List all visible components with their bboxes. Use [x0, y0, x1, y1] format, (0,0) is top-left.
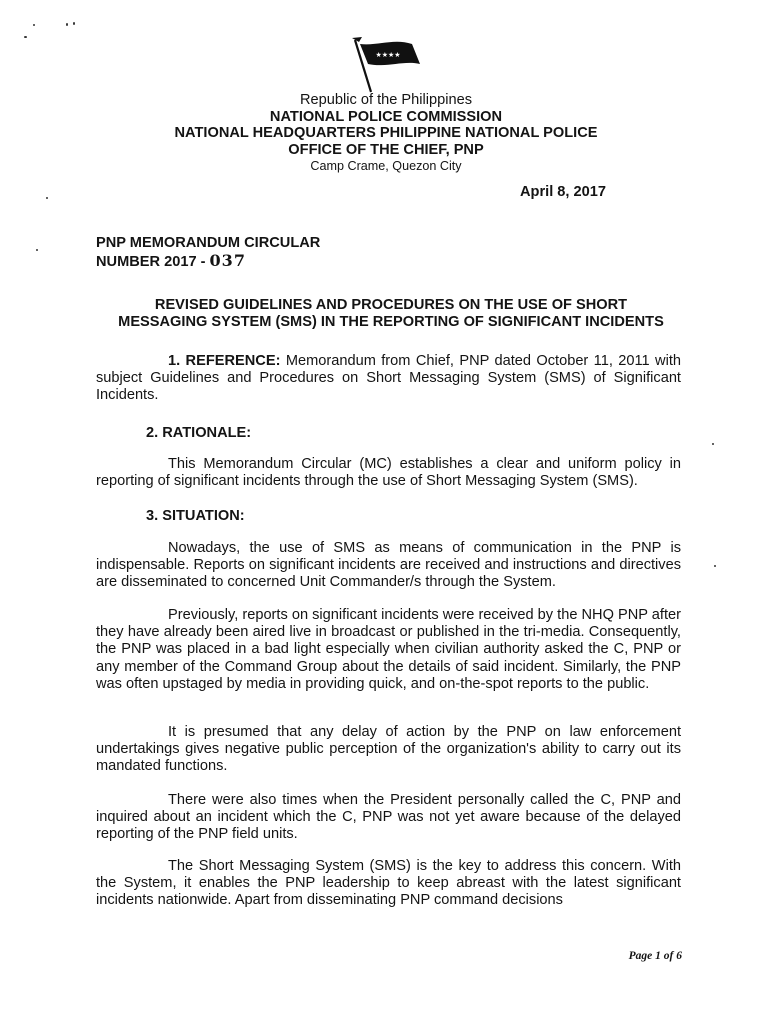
- letterhead-country: Republic of the Philippines: [300, 92, 472, 108]
- document-date: April 8, 2017: [520, 184, 606, 200]
- scan-speck: [33, 24, 35, 26]
- circular-number-block: [96, 235, 320, 271]
- title-line-1: REVISED GUIDELINES AND PROCEDURES ON THE USE OF SHORT: [154, 297, 628, 313]
- letterhead-headquarters: NATIONAL HEADQUARTERS PHILIPPINE NATIONAL POLICE: [174, 125, 598, 141]
- situation-paragraph-1: Nowadays, the use of SMS as means of communication in the PNP is indispensable. Reports on significant incidents are received and instructions and directives are disseminated to concerned Unit Commander/s through the System.: [96, 540, 681, 591]
- circular-number-prefix: NUMBER 2017 -: [96, 254, 206, 270]
- rationale-heading: 2. RATIONALE:: [146, 425, 252, 441]
- scan-speck: [66, 23, 68, 26]
- scan-speck: [73, 22, 75, 25]
- scan-speck: [46, 197, 48, 199]
- title-line-2: MESSAGING SYSTEM (SMS) IN THE REPORTING OF SIGNIFICANT INCIDENTS: [118, 314, 664, 330]
- situation-paragraph-3: It is presumed that any delay of action by the PNP on law enforcement undertakings gives negative public perception of the organization's ability to carry out its mandated functions.: [96, 724, 681, 775]
- letterhead-commission: NATIONAL POLICE COMMISSION: [269, 108, 503, 125]
- page-number: Page 1 of 6: [628, 950, 682, 962]
- scan-speck: [24, 36, 27, 38]
- document-title: [96, 297, 686, 331]
- scan-speck: [36, 249, 38, 251]
- reference-text: Memorandum from Chief, PNP dated October 11, 2011 with subject Guidelines and Procedures on Short Messaging System (SMS) of Significant Incidents.: [96, 353, 682, 404]
- reference-heading: 1. REFERENCE:: [168, 353, 281, 369]
- scan-speck: [712, 443, 714, 445]
- rationale-paragraph: This Memorandum Circular (MC) establishes a clear and uniform policy in reporting of significant incidents through the use of Short Messaging System (SMS).: [96, 456, 681, 490]
- svg-text:★★★★: ★★★★: [375, 51, 401, 59]
- situation-paragraph-4: There were also times when the President personally called the C, PNP and inquired about an incident which the C, PNP was not yet aware because of the delayed reporting of the PNP field units.: [96, 792, 681, 843]
- letterhead-office: OFFICE OF THE CHIEF, PNP: [288, 141, 484, 158]
- situation-paragraph-5: The Short Messaging System (SMS) is the key to address this concern. With the System, it enables the PNP leadership to keep abreast with the latest significant incidents nationwide. Apart from disseminating PNP command decisions: [96, 858, 681, 909]
- circular-number-handwritten: 037: [209, 251, 246, 270]
- reference-paragraph: [96, 353, 681, 405]
- letterhead: [96, 92, 676, 175]
- situation-heading: 3. SITUATION:: [146, 508, 245, 524]
- scan-speck: [714, 565, 716, 567]
- flag-with-stars-icon: [350, 34, 426, 94]
- circular-label: PNP MEMORANDUM CIRCULAR: [96, 235, 321, 251]
- letterhead-address: Camp Crame, Quezon City: [310, 159, 462, 173]
- situation-paragraph-2: Previously, reports on significant incidents were received by the NHQ PNP after they have already been aired live in broadcast or published in the tri-media. Consequently, the PNP was placed in a bad light especially when civilian authority asked the C, PNP or any member of the Command Group about the details of said incident. Similarly, the PNP was often upstaged by media in providing quick, and on-the-spot reports to the public.: [96, 607, 681, 692]
- circular-number: [96, 252, 320, 271]
